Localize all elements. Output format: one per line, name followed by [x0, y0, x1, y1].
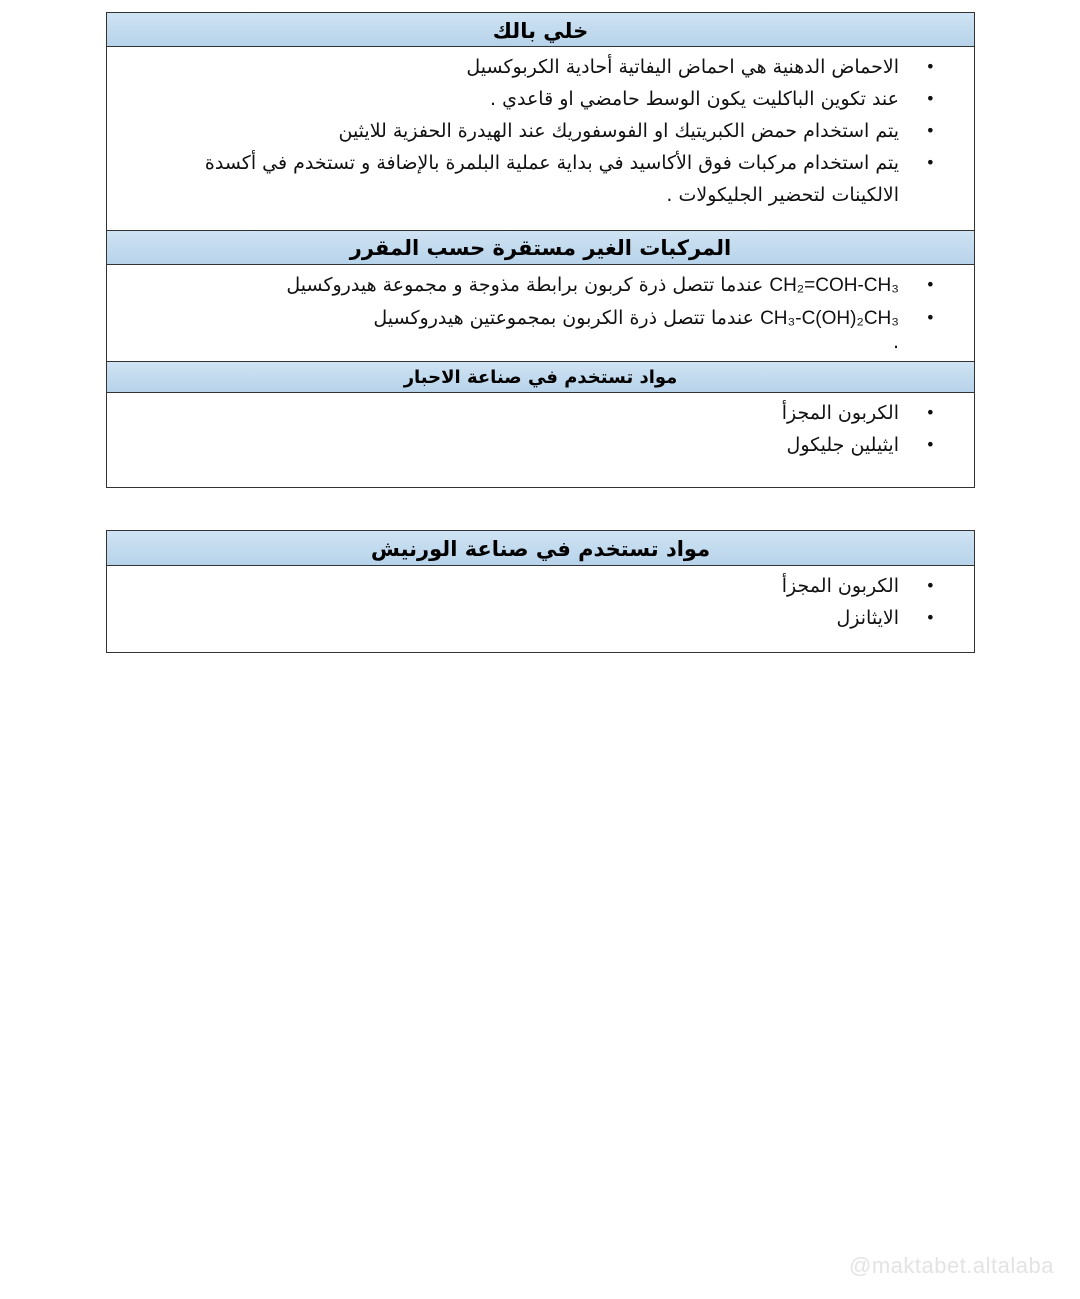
bullet-list — [167, 397, 935, 461]
trailing-period: . — [892, 331, 899, 353]
chemical-formula: CH₃-C(OH)₂CH₃ — [760, 308, 899, 329]
list-item-text: الايثانزل — [836, 607, 899, 629]
list-item — [167, 570, 935, 602]
list-item — [167, 302, 935, 335]
bullet-list — [167, 570, 935, 634]
bullet-icon: • — [925, 121, 935, 140]
list-item-text: عند تكوين الباكليت يكون الوسط حامضي او قاعدي . — [490, 88, 899, 110]
list-item-text: عندما تتصل ذرة الكربون بمجموعتين هيدروكسيل — [373, 307, 755, 329]
bullet-icon: • — [925, 275, 935, 294]
bullet-icon: • — [925, 576, 935, 595]
bullet-list — [167, 269, 935, 335]
section-body-varnish — [107, 566, 974, 634]
list-item — [167, 115, 935, 147]
bullet-icon: • — [925, 308, 935, 327]
section-title-varnish: مواد تستخدم في صناعة الورنيش — [107, 531, 974, 566]
list-item-text: يتم استخدام حمض الكبريتيك او الفوسفوريك عند الهيدرة الحفزية للايثين — [338, 120, 899, 142]
bullet-icon: • — [925, 57, 935, 76]
bullet-icon: • — [925, 89, 935, 108]
list-item — [167, 147, 935, 211]
varnish-table — [106, 530, 975, 653]
bullet-list — [167, 51, 935, 211]
section-body-khalli-balak — [107, 47, 974, 231]
list-item-text: الكربون المجزأ — [781, 575, 899, 597]
section-title-inks: مواد تستخدم في صناعة الاحبار — [107, 362, 974, 393]
list-item-text: الكربون المجزأ — [781, 402, 899, 424]
list-item-text: عندما تتصل ذرة كربون برابطة مذوجة و مجموعة هيدروكسيل — [286, 274, 764, 296]
section-body-unstable-compounds — [107, 265, 974, 362]
list-item-text: يتم استخدام مركبات فوق الأكاسيد في بداية عملية البلمرة بالإضافة و تستخدم في أكسدة الالكينات لتحضير الجليكولات . — [204, 152, 899, 206]
list-item — [167, 269, 935, 302]
list-item-text: الاحماض الدهنية هي احماض اليفاتية أحادية الكربوكسيل — [466, 56, 899, 78]
section-body-inks — [107, 393, 974, 461]
watermark: @maktabet.altalaba — [848, 1253, 1054, 1278]
bullet-icon: • — [925, 608, 935, 627]
list-item — [167, 83, 935, 115]
bullet-icon: • — [925, 435, 935, 454]
section-title-khalli-balak: خلي بالك — [107, 13, 974, 47]
list-item — [167, 51, 935, 83]
bullet-icon: • — [925, 153, 935, 172]
chemical-formula: CH₂=COH-CH₃ — [769, 275, 899, 296]
section-title-unstable-compounds: المركبات الغير مستقرة حسب المقرر — [107, 231, 974, 265]
list-item-text: ايثيلين جليكول — [786, 434, 899, 456]
list-item — [167, 397, 935, 429]
list-item — [167, 602, 935, 634]
list-item — [167, 429, 935, 461]
notes-table — [106, 12, 975, 488]
bullet-icon: • — [925, 403, 935, 422]
